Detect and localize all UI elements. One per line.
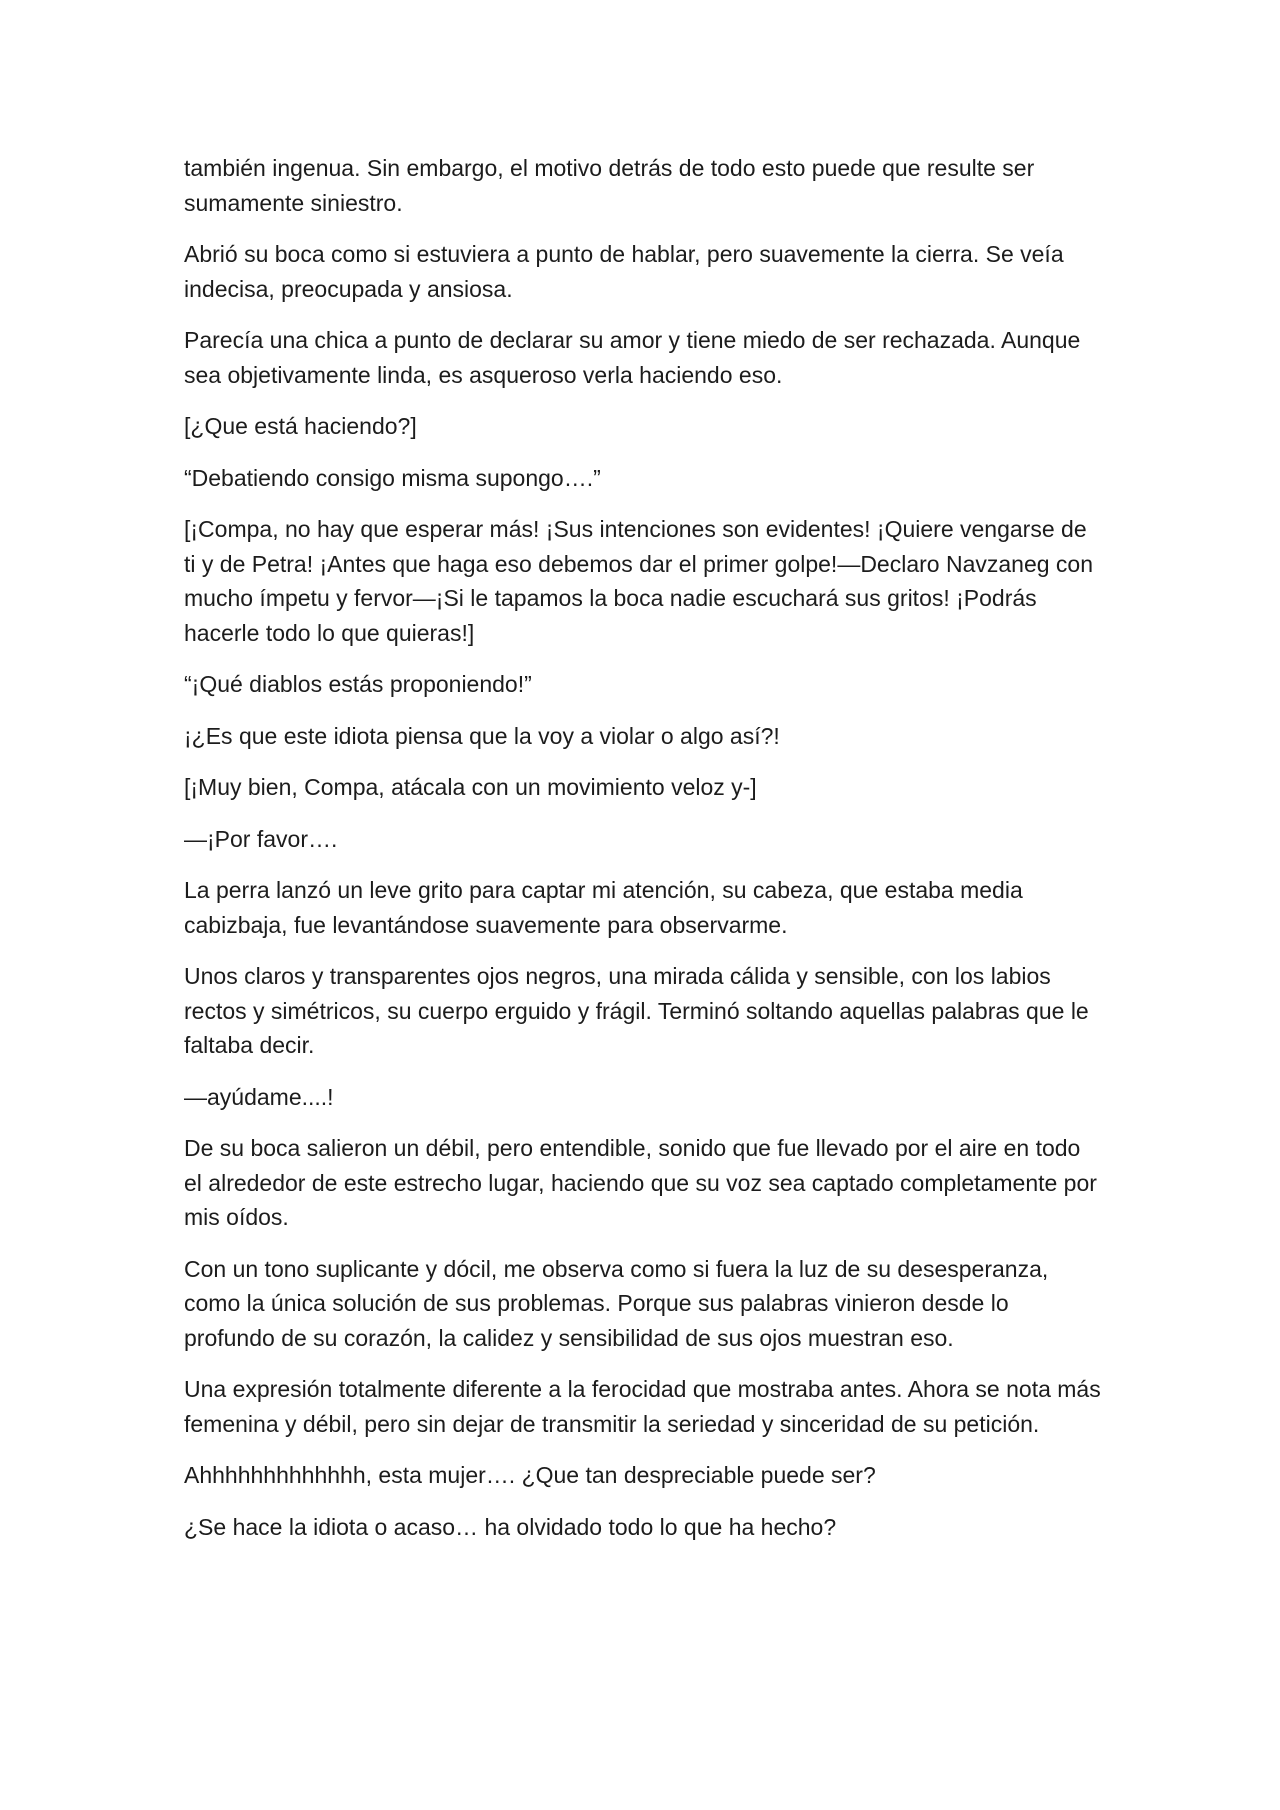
paragraph: [¡Compa, no hay que esperar más! ¡Sus intenciones son evidentes! ¡Quiere vengarse de ti y de Petra! ¡Antes que haga eso debemos dar el primer golpe!—Declaro Navzaneg con mucho ímpetu y fervor—¡Si le tapamos la boca nadie escuchará sus gritos! ¡Podrás hacerle todo lo que quieras!] (184, 516, 1094, 646)
document-body (184, 151, 1104, 1561)
paragraph: Abrió su boca como si estuviera a punto de hablar, pero suavemente la cierra. Se veía indecisa, preocupada y ansiosa. (184, 241, 1064, 302)
paragraph: “Debatiendo consigo misma supongo….” (184, 464, 601, 491)
paragraph: —ayúdame....! (184, 1083, 334, 1110)
paragraph: Ahhhhhhhhhhhhh, esta mujer…. ¿Que tan despreciable puede ser? (184, 1462, 876, 1488)
paragraph: también ingenua. Sin embargo, el motivo detrás de todo esto puede que resulte ser sumamente siniestro. (184, 155, 1035, 216)
paragraph: [¿Que está haciendo?] (184, 413, 417, 439)
paragraph: La perra lanzó un leve grito para captar mi atención, su cabeza, que estaba media cabizbaja, fue levantándose suavemente para observarme. (184, 877, 1023, 938)
paragraph: Unos claros y transparentes ojos negros, una mirada cálida y sensible, con los labios rectos y simétricos, su cuerpo erguido y frágil. Terminó soltando aquellas palabras que le faltaba decir. (184, 963, 1089, 1058)
paragraph: [¡Muy bien, Compa, atácala con un movimiento veloz y-] (184, 774, 757, 800)
paragraph: ¿Se hace la idiota o acaso… ha olvidado todo lo que ha hecho? (184, 1513, 837, 1540)
paragraph: ¡¿Es que este idiota piensa que la voy a violar o algo así?! (184, 722, 780, 749)
paragraph: De su boca salieron un débil, pero entendible, sonido que fue llevado por el aire en todo el alrededor de este estrecho lugar, haciendo que su voz sea captado completamente por mis oídos. (184, 1135, 1097, 1230)
paragraph: Parecía una chica a punto de declarar su amor y tiene miedo de ser rechazada. Aunque sea objetivamente linda, es asqueroso verla haciendo eso. (184, 327, 1081, 388)
paragraph: Una expresión totalmente diferente a la ferocidad que mostraba antes. Ahora se nota más femenina y débil, pero sin dejar de transmitir la seriedad y sinceridad de su petición. (184, 1376, 1101, 1437)
paragraph: “¡Qué diablos estás proponiendo!” (184, 671, 532, 697)
paragraph: —¡Por favor…. (184, 825, 338, 852)
paragraph: Con un tono suplicante y dócil, me observa como si fuera la luz de su desesperanza, como la única solución de sus problemas. Porque sus palabras vinieron desde lo profundo de su corazón, la calidez y sensibilidad de sus ojos muestran eso. (184, 1255, 1049, 1351)
